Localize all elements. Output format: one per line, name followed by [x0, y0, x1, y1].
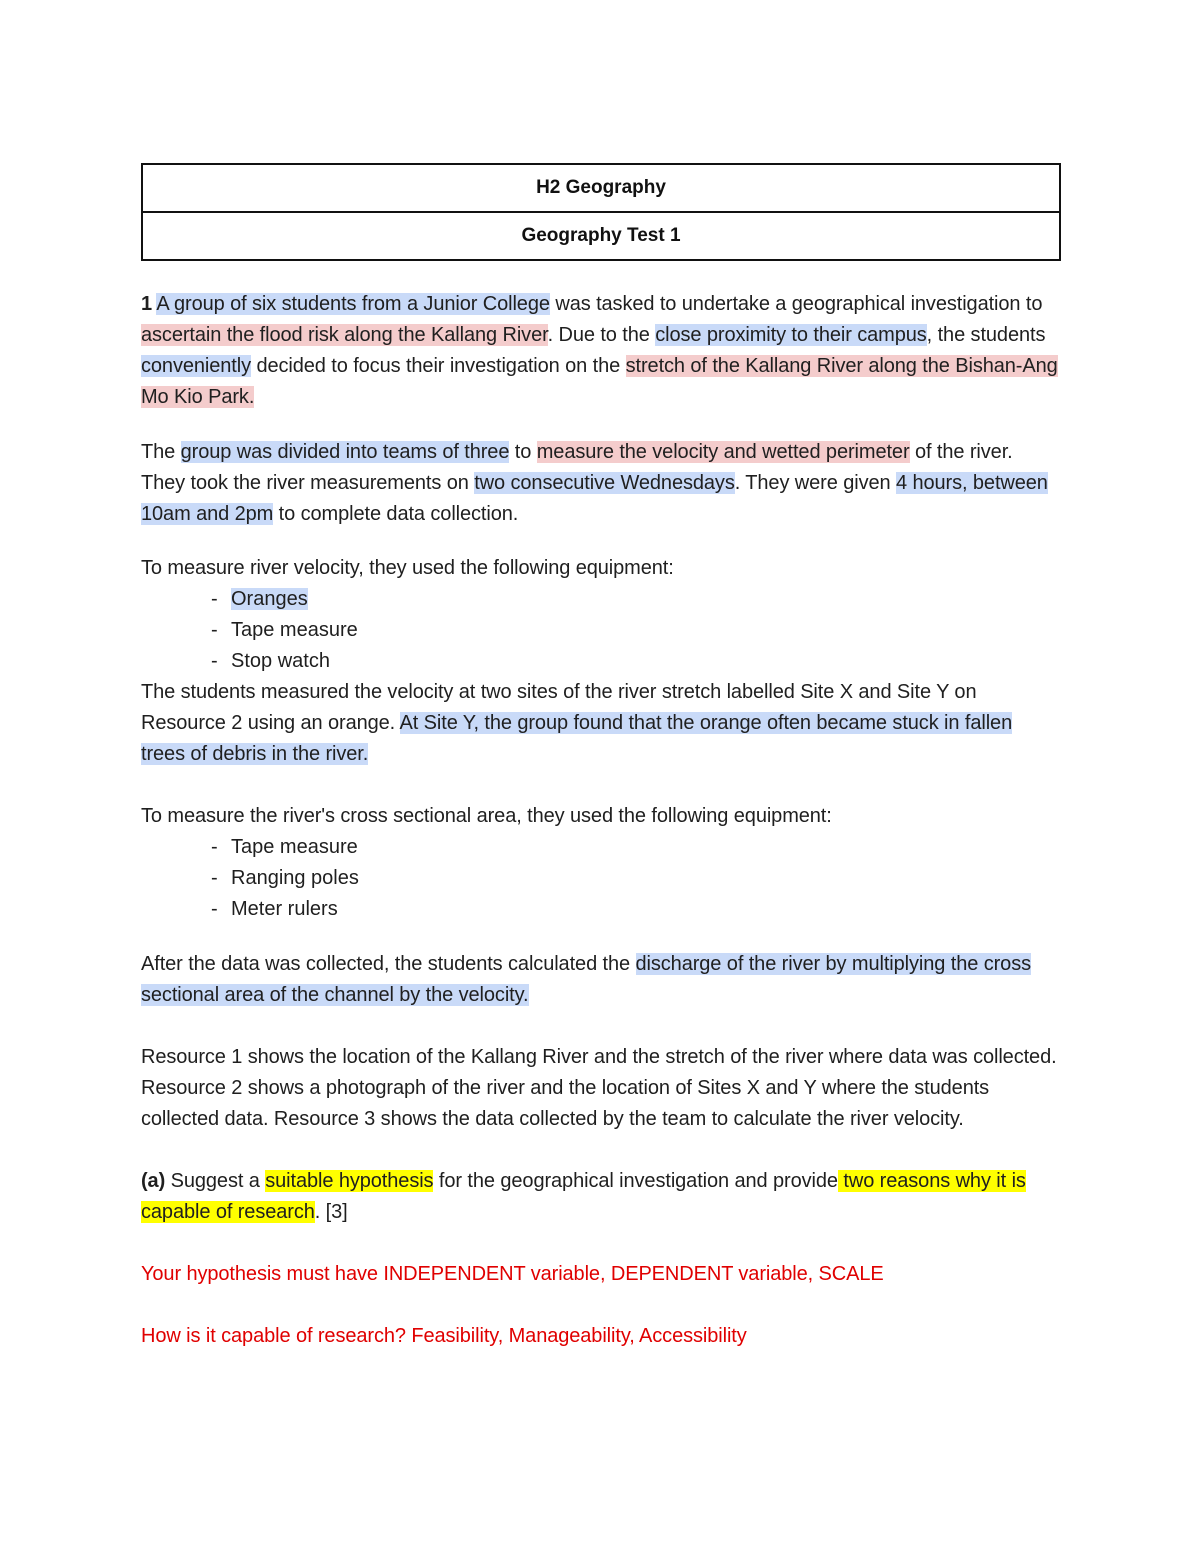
text-span: was tasked to undertake a geographical investigation to	[549, 293, 1043, 315]
highlight-blue: close proximity to their campus	[655, 324, 927, 346]
text-span: . They were given	[734, 472, 896, 494]
area-equipment-list	[141, 832, 1061, 925]
list-item: - Meter rulers	[211, 898, 338, 920]
title-table	[141, 163, 1061, 261]
highlight-blue: conveniently	[141, 355, 251, 377]
text-span: , the students	[926, 324, 1046, 346]
text-span: of the river. They took the river measurements on	[141, 441, 1013, 494]
highlight-yellow: two reasons why it is capable of research	[141, 1170, 1026, 1223]
question-part-label: (a)	[141, 1170, 166, 1192]
list-item: - Ranging poles	[211, 867, 359, 889]
text-span: Suggest a	[165, 1170, 266, 1192]
text-span: to complete data collection.	[273, 503, 519, 525]
question-1-paragraph-1	[141, 289, 1061, 413]
area-equipment-intro: To measure the river's cross sectional area, they used the following equipment:	[141, 805, 832, 827]
text-span: decided to focus their investigation on the	[250, 355, 626, 377]
list-item: - Tape measure	[211, 619, 358, 641]
document-page	[141, 163, 1061, 1352]
test-title: Geography Test 1	[143, 211, 1059, 259]
text-span: The students measured the velocity at two sites of the river stretch labelled Site X and Site Y on Resource 2 using an orange.	[141, 681, 977, 734]
highlight-blue: Oranges	[231, 588, 308, 610]
list-item: - Stop watch	[211, 650, 330, 672]
highlight-blue: two consecutive Wednesdays	[474, 472, 735, 494]
resources-paragraph: Resource 1 shows the location of the Kallang River and the stretch of the river where data was collected. Resource 2 shows a photograph of the river and the location of Sites X and Y where the students collected data. Resource 3 shows the data collected by the team to calculate the river velocity.	[141, 1046, 1057, 1130]
question-1a	[141, 1166, 1061, 1228]
list-item-text: Meter rulers	[231, 898, 338, 920]
highlight-blue: 4 hours, between 10am and 2pm	[141, 472, 1048, 525]
text-span: The	[141, 441, 181, 463]
question-number: 1	[141, 293, 153, 315]
hypothesis-note: Your hypothesis must have INDEPENDENT variable, DEPENDENT variable, SCALE	[141, 1263, 884, 1285]
text-span: After the data was collected, the students calculated the	[141, 953, 636, 975]
highlight-yellow: suitable hypothesis	[265, 1170, 434, 1192]
list-item-text: Stop watch	[231, 650, 330, 672]
highlight-blue: At Site Y, the group found that the orange often became stuck in fallen trees of debris in the river.	[141, 712, 1013, 765]
highlight-red: measure the velocity and wetted perimeter	[536, 441, 910, 463]
list-item-text: Ranging poles	[231, 867, 359, 889]
list-item-text: Tape measure	[231, 619, 358, 641]
highlight-red: ascertain the flood risk along the Kallang River	[141, 324, 548, 346]
highlight-blue: A group of six students from a Junior College	[156, 293, 550, 315]
velocity-equipment-intro: To measure river velocity, they used the following equipment:	[141, 557, 674, 579]
question-1-paragraph-3	[141, 677, 1061, 770]
list-item: - Oranges	[211, 588, 308, 610]
highlight-red: stretch of the Kallang River along the Bishan-Ang Mo Kio Park.	[141, 355, 1058, 408]
highlight-blue: group was divided into teams of three	[180, 441, 510, 463]
course-title: H2 Geography	[536, 177, 666, 198]
text-span: . [3]	[314, 1201, 348, 1223]
text-span: for the geographical investigation and provide	[433, 1170, 838, 1192]
text-span: to	[509, 441, 537, 463]
question-1-paragraph-4	[141, 949, 1061, 1011]
list-item-text: Tape measure	[231, 836, 358, 858]
question-1-paragraph-2	[141, 437, 1061, 530]
list-item: - Tape measure	[211, 836, 358, 858]
velocity-equipment-list	[141, 584, 1061, 677]
research-note: How is it capable of research? Feasibility, Manageability, Accessibility	[141, 1325, 747, 1347]
highlight-blue: discharge of the river by multiplying the cross sectional area of the channel by the velocity.	[141, 953, 1031, 1006]
text-span: . Due to the	[547, 324, 656, 346]
